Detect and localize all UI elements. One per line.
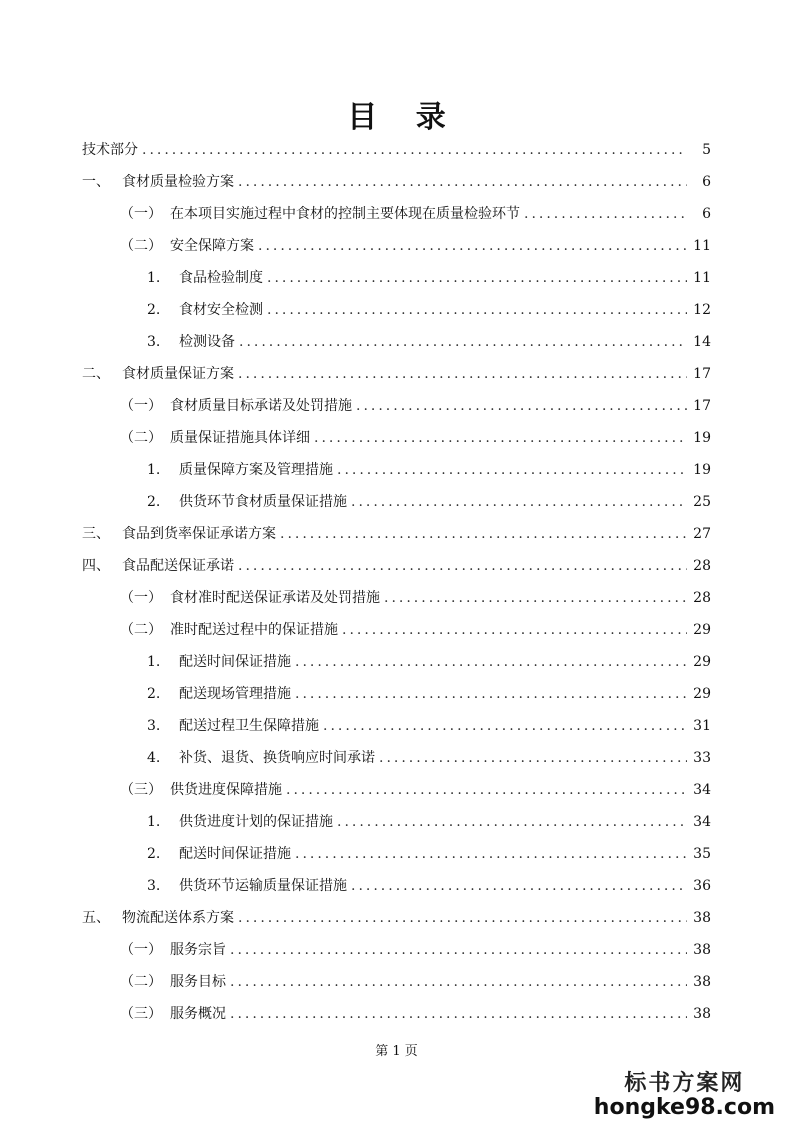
toc-page-number: 38 — [693, 942, 711, 958]
toc-entry-title: 配送时间保证措施 — [179, 846, 291, 862]
toc-page-number: 34 — [693, 782, 711, 798]
toc-leader-dots — [379, 742, 687, 774]
toc-page-number: 38 — [693, 910, 711, 926]
toc-entry[interactable] — [0, 166, 793, 198]
toc-entry-title: 供货环节运输质量保证措施 — [179, 878, 347, 894]
toc-entry-title: 质量保障方案及管理措施 — [179, 462, 333, 478]
toc-page-number: 5 — [702, 142, 711, 158]
toc-entry[interactable] — [0, 934, 793, 966]
toc-page-number: 27 — [693, 526, 711, 542]
toc-leader-dots — [267, 262, 687, 294]
toc-entry-number: （一） — [120, 942, 162, 958]
toc-leader-dots — [314, 422, 687, 454]
toc-entry[interactable] — [0, 390, 793, 422]
toc-entry-title: 质量保证措施具体详细 — [170, 430, 310, 446]
toc-page-number: 17 — [693, 366, 711, 382]
toc-entry[interactable] — [0, 294, 793, 326]
toc-entry-number: 1. — [147, 654, 161, 670]
toc-leader-dots — [230, 998, 687, 1030]
toc-entry-title: 安全保障方案 — [170, 238, 254, 254]
toc-entry-number: 二、 — [82, 366, 110, 382]
toc-entry-number: 2. — [147, 846, 161, 862]
toc-entry-title: 检测设备 — [179, 334, 235, 350]
toc-entry-number: （二） — [120, 974, 162, 990]
toc-entry[interactable] — [0, 262, 793, 294]
toc-page-number: 33 — [693, 750, 711, 766]
toc-entry-title: 食品到货率保证承诺方案 — [122, 526, 276, 542]
toc-entry[interactable] — [0, 326, 793, 358]
toc-entry-number: 三、 — [82, 526, 110, 542]
toc-leader-dots — [230, 966, 687, 998]
toc-leader-dots — [239, 326, 687, 358]
toc-entry-number: 一、 — [82, 174, 110, 190]
toc-entry-title: 食材质量检验方案 — [122, 174, 234, 190]
toc-entry-title: 服务目标 — [170, 974, 226, 990]
toc-leader-dots — [323, 710, 687, 742]
toc-page-number: 11 — [693, 238, 711, 254]
toc-entry-title: 食材准时配送保证承诺及处罚措施 — [170, 590, 380, 606]
toc-page-number: 34 — [693, 814, 711, 830]
toc-entry[interactable] — [0, 774, 793, 806]
page-footer: 第 1 页 — [375, 1044, 418, 1059]
toc-entry-title: 供货进度计划的保证措施 — [179, 814, 333, 830]
toc-leader-dots — [258, 230, 687, 262]
toc-entry[interactable] — [0, 806, 793, 838]
toc-entry[interactable] — [0, 646, 793, 678]
toc-page-number: 19 — [693, 462, 711, 478]
toc-title: 目 录 — [347, 100, 460, 135]
toc-entry[interactable] — [0, 454, 793, 486]
toc-entry-number: （一） — [120, 590, 162, 606]
toc-entry-number: （一） — [120, 398, 162, 414]
toc-leader-dots — [351, 486, 687, 518]
toc-page-number: 6 — [702, 206, 711, 222]
toc-entry-number: 4. — [147, 750, 161, 766]
toc-entry-title: 食品配送保证承诺 — [122, 558, 234, 574]
watermark-en: hongke98.com — [593, 1095, 775, 1120]
toc-leader-dots — [295, 678, 687, 710]
toc-leader-dots — [342, 614, 687, 646]
toc-page-number: 38 — [693, 974, 711, 990]
toc-entry[interactable] — [0, 550, 793, 582]
toc-leader-dots — [524, 198, 687, 230]
watermark-logo — [594, 1066, 775, 1120]
toc-leader-dots — [337, 454, 687, 486]
toc-leader-dots — [337, 806, 687, 838]
toc-page-number: 36 — [693, 878, 711, 894]
toc-page-number: 28 — [693, 558, 711, 574]
toc-entry[interactable] — [0, 134, 793, 166]
toc-leader-dots — [384, 582, 687, 614]
toc-entry-number: （二） — [120, 238, 162, 254]
toc-leader-dots — [295, 646, 687, 678]
toc-entry-number: 2. — [147, 686, 161, 702]
toc-page-number: 28 — [693, 590, 711, 606]
toc-page-number: 11 — [693, 270, 711, 286]
toc-entry-number: 2. — [147, 302, 161, 318]
toc-entry[interactable] — [0, 486, 793, 518]
toc-page-number: 31 — [693, 718, 711, 734]
toc-entry[interactable] — [0, 870, 793, 902]
toc-entry[interactable] — [0, 614, 793, 646]
toc-entry-title: 食材质量保证方案 — [122, 366, 234, 382]
toc-entry-number: 2. — [147, 494, 161, 510]
toc-leader-dots — [356, 390, 687, 422]
toc-page-number: 19 — [693, 430, 711, 446]
toc-page-number: 29 — [693, 654, 711, 670]
toc-entry[interactable] — [0, 710, 793, 742]
toc-page-number: 25 — [693, 494, 711, 510]
toc-entry[interactable] — [0, 198, 793, 230]
toc-leader-dots — [280, 518, 687, 550]
toc-entry-title: 补货、退货、换货响应时间承诺 — [179, 750, 375, 766]
toc-entry[interactable] — [0, 838, 793, 870]
toc-entry-title: 物流配送体系方案 — [122, 910, 234, 926]
toc-entry-title: 供货环节食材质量保证措施 — [179, 494, 347, 510]
toc-entry[interactable] — [0, 998, 793, 1030]
toc-entry[interactable] — [0, 902, 793, 934]
toc-entry-number: （二） — [120, 430, 162, 446]
toc-leader-dots — [238, 902, 687, 934]
toc-entry-title: 配送时间保证措施 — [179, 654, 291, 670]
toc-page-number: 35 — [693, 846, 711, 862]
toc-leader-dots — [238, 166, 687, 198]
toc-entry[interactable] — [0, 582, 793, 614]
toc-entry-number: （三） — [120, 782, 162, 798]
toc-entry[interactable] — [0, 230, 793, 262]
toc-entry-title: 服务概况 — [170, 1006, 226, 1022]
toc-entry[interactable] — [0, 678, 793, 710]
toc-entry-title: 技术部分 — [82, 142, 138, 158]
toc-entry-title: 食品检验制度 — [179, 270, 263, 286]
toc-page-number: 38 — [693, 1006, 711, 1022]
toc-entry-number: 3. — [147, 718, 161, 734]
toc-entry-title: 准时配送过程中的保证措施 — [170, 622, 338, 638]
toc-entry[interactable] — [0, 742, 793, 774]
toc-entry-title: 在本项目实施过程中食材的控制主要体现在质量检验环节 — [170, 206, 520, 222]
watermark-cn: 标书方案网 — [624, 1071, 745, 1096]
toc-entry-number: 1. — [147, 814, 161, 830]
toc-entry-number: 3. — [147, 334, 161, 350]
toc-entry-number: 四、 — [82, 558, 110, 574]
toc-leader-dots — [267, 294, 687, 326]
toc-page-number: 17 — [693, 398, 711, 414]
toc-leader-dots — [230, 934, 687, 966]
toc-entry-title: 服务宗旨 — [170, 942, 226, 958]
toc-page-number: 29 — [693, 686, 711, 702]
toc-entry-title: 供货进度保障措施 — [170, 782, 282, 798]
toc-leader-dots — [286, 774, 687, 806]
toc-page-number: 12 — [693, 302, 711, 318]
toc-leader-dots — [142, 134, 687, 166]
toc-page-number: 29 — [693, 622, 711, 638]
toc-entry[interactable] — [0, 358, 793, 390]
toc-entry-title: 配送过程卫生保障措施 — [179, 718, 319, 734]
toc-entry-number: 3. — [147, 878, 161, 894]
toc-leader-dots — [238, 358, 687, 390]
toc-entry-number: 五、 — [82, 910, 110, 926]
toc-entry-number: 1. — [147, 270, 161, 286]
toc-entry[interactable] — [0, 518, 793, 550]
toc-page-number: 6 — [702, 174, 711, 190]
toc-entry[interactable] — [0, 422, 793, 454]
toc-entry-title: 食材安全检测 — [179, 302, 263, 318]
toc-leader-dots — [238, 550, 687, 582]
toc-entry-title: 配送现场管理措施 — [179, 686, 291, 702]
toc-page-number: 14 — [693, 334, 711, 350]
toc-entry-number: 1. — [147, 462, 161, 478]
toc-entry-number: （三） — [120, 1006, 162, 1022]
toc-leader-dots — [351, 870, 687, 902]
toc-leader-dots — [295, 838, 687, 870]
toc-entry-number: （一） — [120, 206, 162, 222]
toc-entry[interactable] — [0, 966, 793, 998]
toc-entry-number: （二） — [120, 622, 162, 638]
toc-entry-title: 食材质量目标承诺及处罚措施 — [170, 398, 352, 414]
